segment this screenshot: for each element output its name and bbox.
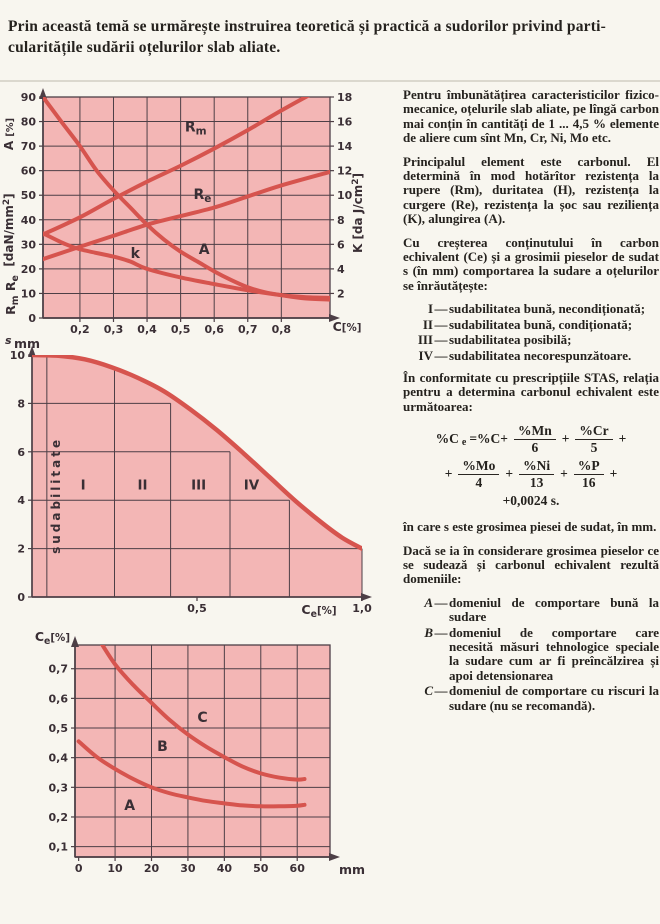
svg-text:0: 0 (17, 591, 25, 604)
svg-text:0,5: 0,5 (170, 323, 191, 336)
list-item-term: III (417, 332, 433, 348)
list-item (403, 684, 659, 713)
svg-text:60: 60 (289, 862, 305, 875)
list-item-dash: — (434, 316, 448, 332)
list-item-text: domeniul de comportare bună la sudare (449, 594, 659, 625)
list-item (403, 302, 659, 316)
svg-text:mm: mm (338, 862, 366, 877)
svg-text:Rm: $R_m$ (184, 119, 207, 138)
list-item (403, 596, 659, 625)
header-divider (0, 80, 660, 82)
list-item-term: II (422, 316, 433, 332)
svg-text:II: II (137, 477, 148, 494)
svg-text:10: 10 (9, 349, 25, 362)
list-item-text: domeniul de comportare cu riscuri la sudare (nu se recomandă). (449, 683, 659, 713)
svg-text:0,8: 0,8 (271, 323, 292, 336)
chart-mechanical-properties (0, 88, 400, 343)
paragraph-alloying: Pentru îmbunătățirea caracteristicilor fizico-mecanice, oțelurile slab aliate, pe lîngă carbon mai conțin în cantități de 1 ... 4,5 % elemente de aliere cum sînt Mn, Cr, Ni, Mo etc. (403, 87, 659, 146)
welding-domains-list (403, 596, 659, 713)
list-item-term: B (424, 624, 433, 640)
svg-text:0,3: 0,3 (48, 781, 68, 795)
svg-text:0,5: 0,5 (48, 722, 68, 736)
svg-text:Rm Re: $R_m$ $R_e$ (3, 275, 21, 315)
svg-text:4: 4 (17, 494, 25, 508)
list-item-dash: — (434, 683, 448, 699)
svg-text:40: 40 (20, 213, 36, 227)
paragraph-carbon-role: Principalul element este carbonul. El determină în mod hotărîtor rezistența la rupere (Rm), duritatea (H), rezistența la curgere (Re), rezistența la șoc sau reziliența (K), alungirea (A). (403, 153, 659, 227)
svg-text:Re: $R_e$ (193, 186, 212, 205)
svg-text:sudabilitate: sudabilitate (49, 436, 64, 554)
svg-text:0,4: 0,4 (137, 323, 157, 336)
list-item (403, 333, 659, 347)
svg-text:Ce[%]: $C_e[\%]$ (34, 629, 70, 647)
svg-text:Ce[%]: $C_e[\%]$ (301, 602, 337, 620)
svg-text:A: A (198, 242, 210, 259)
list-item-dash: — (434, 301, 448, 317)
svg-text:2: 2 (17, 542, 25, 556)
svg-text:10: 10 (337, 189, 353, 203)
carbon-equivalent-formula: %C e =%C+ $\frac{\%Mn}{6}$ + $\frac{\%Cr}{5}$ + + $\frac{\%Mo}{4}$ + $\frac{\%Ni}{13}$ + $\frac{\%P}{16}$ + +0,0024 s. (435, 423, 627, 508)
paragraph-stas: În conformitate cu prescripțiile STAS, relația pentru a determina carbonul echivalent este următoarea: (403, 369, 659, 414)
svg-text:90: 90 (20, 91, 36, 104)
svg-text:10: 10 (107, 862, 123, 875)
svg-text:0,2: 0,2 (70, 323, 90, 336)
list-item (403, 626, 659, 684)
svg-text:2: 2 (337, 287, 345, 301)
paragraph-thickness-note: în care s este grosimea piesei de sudat, în mm. (403, 519, 657, 535)
svg-text:B: B (157, 739, 168, 756)
page-title-line2: cularitățile sudării oțelurilor slab aliate. (8, 39, 281, 56)
svg-text:A [%]: A [%] (2, 117, 16, 151)
svg-text:A: A (124, 798, 136, 815)
svg-text:[daN/mm2]: $[daN/mm^2]$ (2, 193, 16, 267)
svg-text:12: 12 (337, 164, 353, 178)
svg-text:0,7: 0,7 (238, 323, 258, 336)
list-item-text: sudabilitatea necorespunzătoare. (449, 347, 632, 363)
svg-text:0: 0 (74, 862, 83, 875)
svg-text:mm: mm (14, 336, 41, 351)
svg-text:20: 20 (20, 262, 36, 276)
list-item-term: I (427, 301, 433, 317)
svg-text:6: 6 (337, 238, 345, 252)
svg-text:0,7: 0,7 (48, 662, 68, 676)
svg-text:50: 50 (253, 862, 269, 875)
paragraph-domains-intro: Dacă se ia în considerare grosimea pieselor ce se sudează și carbonul echivalent rezultă domeniile: (403, 542, 659, 587)
svg-text:10: 10 (20, 287, 36, 301)
svg-text:4: 4 (337, 262, 345, 276)
list-item-term: C (424, 683, 433, 699)
svg-text:18: 18 (337, 91, 353, 104)
list-item-dash: — (434, 594, 448, 610)
list-item-term: A (424, 594, 433, 610)
svg-text:C: C (197, 710, 208, 727)
paragraph-weldability-intro: Cu creșterea conținutului în carbon echivalent (Ce) și a grosimii pieselor de sudat s (în mm) comportarea la sudare a oțelurilor se înrăutățește: (403, 234, 659, 293)
list-item-dash: — (434, 332, 448, 348)
svg-text:8: 8 (17, 397, 25, 411)
list-item-term: IV (418, 347, 433, 363)
svg-text:0,2: 0,2 (48, 810, 68, 824)
svg-text:80: 80 (20, 115, 36, 129)
chart-weldability-domains (0, 332, 400, 628)
svg-text:20: 20 (143, 862, 160, 875)
svg-text:1,0: 1,0 (352, 602, 372, 615)
svg-text:s: s (5, 334, 12, 347)
svg-text:IV: IV (243, 477, 260, 494)
svg-text:70: 70 (20, 140, 36, 154)
list-item (403, 318, 659, 332)
list-item-text: sudabilitatea posibilă; (449, 332, 572, 348)
right-text-column (403, 88, 659, 721)
svg-text:III: III (191, 477, 207, 494)
svg-text:0,5: 0,5 (187, 602, 207, 615)
svg-text:16: 16 (337, 115, 353, 129)
list-item-text: domeniul de comportare care necesită măsuri tehnologice speciale la sudare cum ar fi preîncălzirea și apoi detensionarea (449, 624, 659, 683)
svg-text:8: 8 (337, 213, 345, 227)
page-title (8, 16, 656, 58)
svg-text:I: I (80, 477, 86, 494)
svg-text:0: 0 (28, 312, 36, 325)
chart-carbon-equivalent-thickness (0, 628, 400, 894)
svg-text:0,6: 0,6 (48, 692, 68, 706)
svg-text:6: 6 (17, 445, 25, 459)
svg-text:k: k (130, 245, 140, 262)
svg-text:0,6: 0,6 (204, 323, 224, 336)
list-item-text: sudabilitatea bună, condiționată; (449, 316, 633, 332)
weldability-classes-list (403, 302, 659, 363)
svg-text:30: 30 (20, 238, 36, 252)
svg-text:60: 60 (20, 164, 36, 178)
svg-text:K [da J/cm2]: K [da $J/cm^2$] (351, 172, 365, 254)
svg-text:C[%]: C[%] (332, 319, 362, 334)
svg-text:30: 30 (180, 862, 196, 875)
list-item-text: sudabilitatea bună, necondiționată; (449, 301, 646, 317)
svg-text:0,1: 0,1 (48, 840, 68, 854)
svg-text:14: 14 (337, 140, 353, 154)
svg-text:50: 50 (20, 189, 36, 203)
list-item-dash: — (434, 624, 448, 640)
svg-text:0,3: 0,3 (103, 323, 124, 336)
page-title-line1: Prin această temă se urmărește instruirea teoretică și practică a sudorilor privind parti- (8, 18, 606, 35)
list-item (403, 349, 659, 363)
svg-text:40: 40 (216, 862, 233, 875)
list-item-dash: — (434, 347, 448, 363)
svg-text:0,4: 0,4 (48, 751, 68, 765)
